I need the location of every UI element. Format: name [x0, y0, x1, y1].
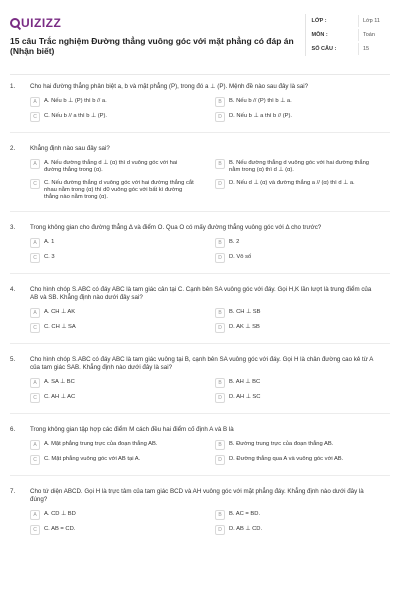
option-letter-box[interactable]: D [215, 112, 225, 122]
answer-option[interactable] [215, 526, 380, 535]
header-divider [10, 74, 390, 75]
answer-option[interactable] [30, 456, 195, 465]
option-text: B. AH ⊥ BC [229, 379, 261, 385]
option-text: B. CH ⊥ SB [229, 309, 261, 315]
answer-option[interactable] [30, 394, 195, 403]
answer-option[interactable] [215, 98, 380, 107]
question-separator [10, 211, 390, 212]
answer-option[interactable] [30, 113, 195, 122]
option-grid [30, 441, 390, 465]
meta-value: Lớp 11 [358, 15, 390, 27]
option-text: D. AB ⊥ CD. [229, 526, 263, 532]
option-letter-box[interactable]: C [30, 525, 40, 535]
question-block [10, 426, 390, 476]
question-header [10, 286, 390, 302]
option-text: A. Nếu b ⊥ (P) thì b // a. [44, 98, 107, 104]
question-number: 4. [10, 286, 16, 293]
meta-panel [305, 14, 390, 56]
answer-option[interactable] [30, 441, 195, 450]
question-header [10, 488, 390, 504]
question-number: 2. [10, 145, 16, 152]
question-block [10, 83, 390, 133]
question-block [10, 224, 390, 274]
question-block [10, 286, 390, 344]
option-letter-box[interactable]: B [215, 378, 225, 388]
question-header [10, 356, 390, 372]
question-separator [10, 413, 390, 414]
option-grid [30, 309, 390, 333]
answer-option[interactable] [30, 180, 195, 201]
option-grid [30, 239, 390, 263]
answer-option[interactable] [30, 511, 195, 520]
option-text: C. Mặt phẳng vuông góc với AB tại A. [44, 456, 141, 462]
answer-option[interactable] [30, 98, 195, 107]
question-text: Khẳng định nào sau đây sai? [30, 145, 110, 152]
option-letter-box[interactable]: B [215, 308, 225, 318]
quizizz-logo [10, 16, 305, 30]
option-text: D. Đường thẳng qua A và vuông góc với AB. [229, 456, 344, 462]
option-text: C. Nếu đường thẳng d vuông góc với hai đường thẳng cắt nhau nằm trong (α) thì d0 vuông góc với bất kì đường thẳng nào nằm trong (α). [44, 180, 194, 200]
option-text: D. AK ⊥ SB [229, 324, 260, 330]
question-number: 1. [10, 83, 16, 90]
option-text: C. 3 [44, 254, 55, 260]
meta-value: 15 [358, 43, 390, 55]
option-text: A. Mặt phẳng trung trực của đoạn thẳng AB. [44, 441, 158, 447]
option-text: A. CD ⊥ BD [44, 511, 76, 517]
option-letter-box[interactable]: D [215, 455, 225, 465]
question-block [10, 356, 390, 414]
question-header [10, 224, 390, 232]
answer-option[interactable] [30, 254, 195, 263]
question-number: 3. [10, 224, 16, 231]
meta-row [312, 42, 390, 56]
option-letter-box[interactable]: A [30, 378, 40, 388]
question-text: Cho tứ diện ABCD. Gọi H là trực tâm của tam giác BCD và AH vuông góc với mặt phẳng đáy. Khẳng định nào dưới đây là đúng? [30, 488, 364, 503]
question-number: 5. [10, 356, 16, 363]
answer-option[interactable] [215, 441, 380, 450]
option-letter-box[interactable]: D [215, 253, 225, 263]
option-letter-box[interactable]: B [215, 97, 225, 107]
option-text: C. AH ⊥ AC [44, 394, 76, 400]
question-header [10, 426, 390, 434]
option-text: B. 2 [229, 239, 240, 245]
answer-option[interactable] [215, 180, 380, 201]
question-block [10, 488, 390, 535]
option-text: D. AH ⊥ SC [229, 394, 261, 400]
answer-option[interactable] [215, 160, 380, 174]
question-text: Trong không gian cho đường thẳng Δ và điểm O. Qua O có mấy đường thẳng vuông góc với Δ cho trước? [30, 224, 322, 231]
option-letter-box[interactable]: A [30, 159, 40, 169]
question-header [10, 83, 390, 91]
answer-option[interactable] [215, 239, 380, 248]
option-text: B. Nếu đường thẳng d vuông góc với hai đường thẳng nằm trong (α) thì d ⊥ (α). [229, 160, 370, 173]
answer-option[interactable] [215, 456, 380, 465]
answer-option[interactable] [30, 526, 195, 535]
option-letter-box[interactable]: A [30, 97, 40, 107]
answer-option[interactable] [30, 379, 195, 388]
question-header [10, 145, 390, 153]
option-text: C. Nếu b // a thì b ⊥ (P). [44, 113, 108, 119]
option-letter-box[interactable]: A [30, 440, 40, 450]
header [10, 8, 390, 68]
answer-option[interactable] [215, 113, 380, 122]
option-text: A. SA ⊥ BC [44, 379, 75, 385]
question-text: Cho hình chóp S.ABC có đáy ABC là tam giác cân tại C. Cạnh bên SA vuông góc với đáy. Gọi H,K lần lượt là trung điểm của AB và SB. Khẳng định nào dưới đây sai? [30, 286, 372, 301]
option-text: C. AB = CD. [44, 526, 76, 532]
document-title: 15 câu Trắc nghiệm Đường thẳng vuông góc với mặt phẳng có đáp án (Nhận biết) [10, 36, 294, 56]
option-text: A. 1 [44, 239, 55, 245]
option-letter-box[interactable]: B [215, 238, 225, 248]
option-letter-box[interactable]: B [215, 440, 225, 450]
answer-option[interactable] [215, 511, 380, 520]
option-text: C. CH ⊥ SA [44, 324, 76, 330]
meta-key: MÔN : [311, 32, 328, 38]
answer-option[interactable] [215, 254, 380, 263]
option-letter-box[interactable]: B [215, 159, 225, 169]
meta-key: SỐ CÂU : [311, 46, 337, 52]
option-letter-box[interactable]: B [215, 510, 225, 520]
option-letter-box[interactable]: A [30, 308, 40, 318]
answer-option[interactable] [215, 379, 380, 388]
answer-option[interactable] [215, 324, 380, 333]
option-text: D. Vô số [229, 254, 252, 260]
option-letter-box[interactable]: D [215, 179, 225, 189]
logo-q-icon [10, 18, 20, 28]
option-letter-box[interactable]: C [30, 112, 40, 122]
answer-option[interactable] [30, 309, 195, 318]
option-text: B. Đường trung trực của đoạn thẳng AB. [229, 441, 334, 447]
option-letter-box[interactable]: D [215, 323, 225, 333]
option-letter-box[interactable]: A [30, 510, 40, 520]
option-grid [30, 379, 390, 403]
question-separator [10, 343, 390, 344]
logo-text: UIZIZZ [21, 16, 62, 30]
option-letter-box[interactable]: C [30, 253, 40, 263]
option-letter-box[interactable]: D [215, 393, 225, 403]
answer-option[interactable] [30, 324, 195, 333]
question-block [10, 145, 390, 212]
question-separator [10, 132, 390, 133]
option-text: D. Nếu b ⊥ a thì b // (P). [229, 113, 293, 119]
answer-option[interactable] [30, 160, 195, 174]
option-letter-box[interactable]: C [30, 393, 40, 403]
option-letter-box[interactable]: C [30, 323, 40, 333]
option-text: D. Nếu d ⊥ (α) và đường thẳng a // (α) thì d ⊥ a. [229, 180, 355, 186]
answer-option[interactable] [215, 394, 380, 403]
option-grid [30, 160, 390, 201]
option-letter-box[interactable]: C [30, 179, 40, 189]
answer-option[interactable] [215, 309, 380, 318]
option-letter-box[interactable]: C [30, 455, 40, 465]
question-list [10, 83, 390, 535]
option-text: A. Nếu đường thẳng d ⊥ (α) thì d vuông góc với hai đường thẳng trong (α). [44, 160, 178, 173]
option-letter-box[interactable]: A [30, 238, 40, 248]
meta-key: LỚP : [311, 18, 327, 24]
answer-option[interactable] [30, 239, 195, 248]
question-text: Trong không gian tập hợp các điểm M cách đều hai điểm cố định A và B là [30, 426, 234, 433]
option-text: B. Nếu b // (P) thì b ⊥ a. [229, 98, 292, 104]
meta-row [312, 28, 390, 42]
option-letter-box[interactable]: D [215, 525, 225, 535]
question-text: Cho hai đường thẳng phân biệt a, b và mặt phẳng (P), trong đó a ⊥ (P). Mệnh đề nào sau đây là sai? [30, 83, 309, 90]
question-text: Cho hình chóp S.ABC có đáy ABC là tam giác vuông tại B, cạnh bên SA vuông góc với đáy. Gọi H là chân đường cao kẻ từ A của tam giác SAB. Khẳng định nào dưới đây là sai? [30, 356, 374, 371]
option-grid [30, 511, 390, 535]
option-text: B. AC = BD. [229, 511, 261, 517]
question-number: 6. [10, 426, 16, 433]
question-separator [10, 273, 390, 274]
option-grid [30, 98, 390, 122]
meta-row [312, 14, 390, 28]
meta-value: Toán [358, 29, 390, 41]
option-text: A. CH ⊥ AK [44, 309, 76, 315]
header-left [10, 8, 305, 56]
question-separator [10, 475, 390, 476]
question-number: 7. [10, 488, 16, 495]
